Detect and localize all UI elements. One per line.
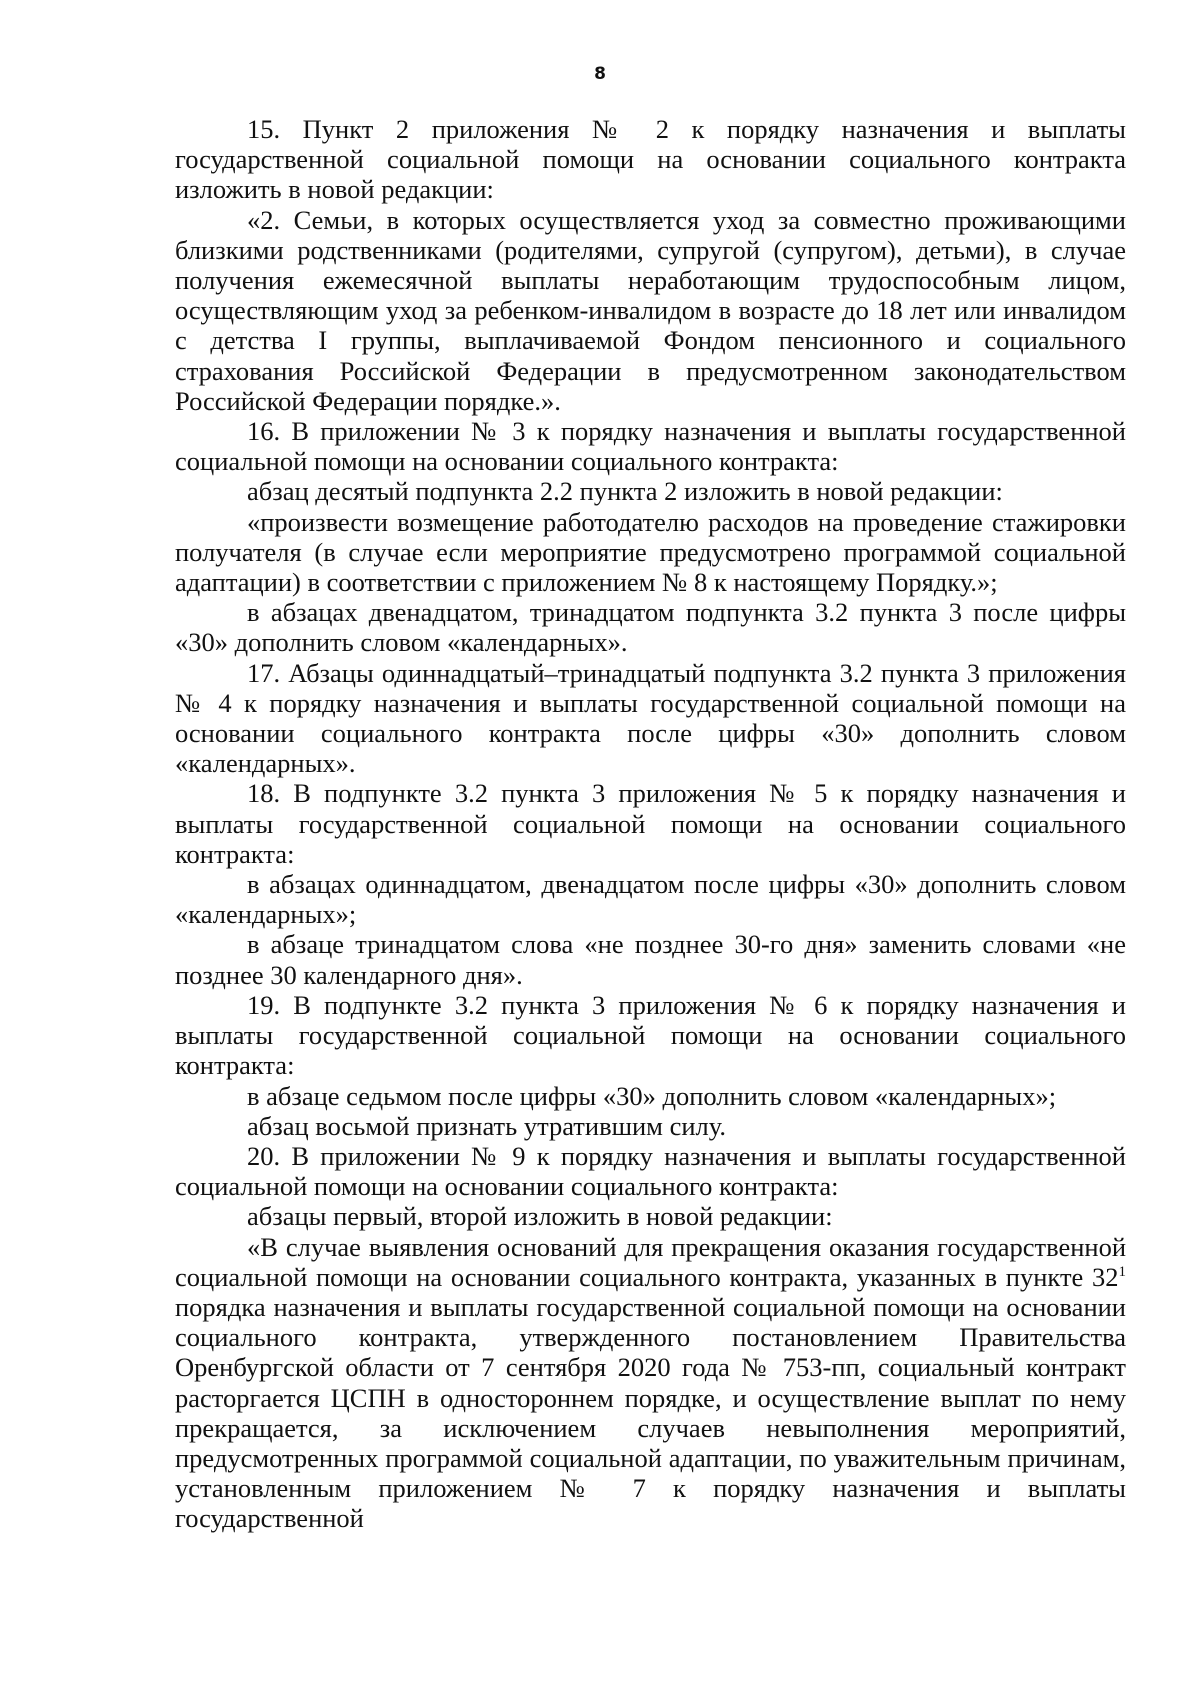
document-body [175,114,1126,1534]
paragraph-20-quote [175,1232,1126,1534]
paragraph-16-subitem-1: абзац десятый подпункта 2.2 пункта 2 изложить в новой редакции: [247,476,1003,507]
paragraph-19-subitem-1: в абзаце седьмом после цифры «30» дополнить словом «календарных»; [247,1080,1057,1111]
paragraph-16: 16. В приложении № 3 к порядку назначения и выплаты государственной социальной помощи на основании социального контракта: [175,416,1126,477]
paragraph-15: 15. Пункт 2 приложения № 2 к порядку назначения и выплаты государственной социальной помощи на основании социального контракта изложить в новой редакции: [175,114,1126,205]
page-number: 8 [594,64,606,84]
paragraph-16-quote: «произвести возмещение работодателю расходов на проведение стажировки получателя (в случае если мероприятие предусмотрено программой социальной адаптации) в соответствии с приложением № 8 к настоящему Порядку.»; [175,506,1126,598]
quote-text-end: порядка назначения и выплаты государственной социальной помощи на основании социального контракта, утвержденного постановлением Правительства Оренбургской области от 7 сентября 2020 года № 753-пп, социальный контракт расторгается ЦСПН в одностороннем порядке, и осуществление выплат по нему прекращается, за исключением случаев невыполнения мероприятий, предусмотренных программой социальной адаптации, по уважительным причинам, установленным приложением № 7 к порядку назначения и выплаты государственной [175,1291,1126,1534]
superscript-marker: 1 [1118,1263,1126,1280]
paragraph-15-quote: «2. Семьи, в которых осуществляется уход за совместно проживающими близкими родственниками (родителями, супругой (супругом), детьми), в случае получения ежемесячной выплаты неработающим трудоспособным лицом, осуществляющим уход за ребенком-инвалидом в возрасте до 18 лет или инвалидом с детства I группы, выплачиваемой Фондом пенсионного и социального страхования Российской Федерации в предусмотренном законодательством Российской Федерации порядке.». [175,204,1126,416]
quote-text-start: «В случае выявления оснований для прекращения оказания государственной социальной помощи на основании социального контракта, указанных в пункте 32 [175,1231,1126,1292]
paragraph-18: 18. В подпункте 3.2 пункта 3 приложения № 5 к порядку назначения и выплаты государственной социальной помощи на основании социального контракта: [175,778,1126,869]
paragraph-19: 19. В подпункте 3.2 пункта 3 приложения № 6 к порядку назначения и выплаты государственной социальной помощи на основании социального контракта: [175,989,1126,1081]
paragraph-17: 17. Абзацы одиннадцатый–тринадцатый подпункта 3.2 пункта 3 приложения № 4 к порядку назначения и выплаты государственной социальной помощи на основании социального контракта после цифры «30» дополнить словом «календарных». [175,657,1126,779]
paragraph-18-subitem-1: в абзацах одиннадцатом, двенадцатом после цифры «30» дополнить словом «календарных»; [175,869,1126,930]
paragraph-20: 20. В приложении № 9 к порядку назначения и выплаты государственной социальной помощи на основании социального контракта: [175,1140,1126,1202]
paragraph-20-subitem-1: абзацы первый, второй изложить в новой редакции: [247,1201,833,1232]
paragraph-16-subitem-2: в абзацах двенадцатом, тринадцатом подпункта 3.2 пункта 3 после цифры «30» дополнить словом «календарных». [175,597,1126,658]
paragraph-19-subitem-2: абзац восьмой признать утратившим силу. [247,1110,726,1141]
paragraph-18-subitem-2: в абзаце тринадцатом слова «не позднее 30-го дня» заменить словами «не позднее 30 календарного дня». [175,929,1126,990]
